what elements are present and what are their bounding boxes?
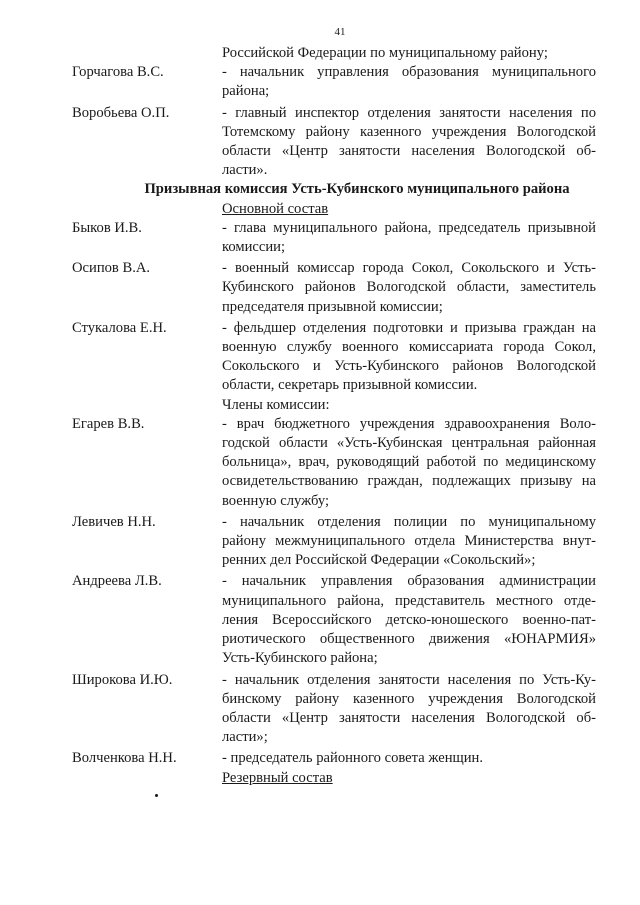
person-role: - начальник отделения занятости населения по Усть-Кубинскому району казенного учреждения Вологодской области «Центр занятости населения Вологодской области»; (222, 671, 596, 746)
person-name: Широкова И.Ю. (72, 671, 173, 688)
main-staff-title: Основной состав (222, 200, 329, 217)
person-role: - главный инспектор отделения занятости населения по Тотемскому району казенного учреждения Вологодской области «Центр занятости населения Вологодской области». (222, 104, 596, 179)
list-item (72, 572, 612, 668)
intro-continuation: Российской Федерации по муниципальному району; (222, 45, 548, 61)
person-name: Волченкова Н.Н. (72, 750, 177, 767)
person-name: Стукалова Е.Н. (72, 319, 167, 336)
person-role: - фельдшер отделения подготовки и призыва граждан на военную службу военного комиссариата города Сокол, Сокольского и Усть-Кубинского районов Вологодской области, секретарь призывной комиссии. (222, 319, 596, 394)
document-content (72, 44, 612, 788)
list-item (72, 104, 612, 181)
list-item (72, 749, 612, 768)
list-item (72, 671, 612, 748)
person-name: Быков И.В. (72, 219, 142, 236)
person-name: Левичев Н.Н. (72, 513, 156, 530)
list-item (72, 63, 612, 101)
person-role: - глава муниципального района, председатель призывной комиссии; (222, 219, 596, 256)
scan-speck (155, 794, 158, 797)
list-item (72, 319, 612, 396)
reserve-staff-title: Резервный состав (222, 769, 333, 786)
list-item (72, 415, 612, 511)
person-name: Горчагова В.С. (72, 64, 164, 81)
list-item (72, 219, 612, 257)
person-role: - военный комиссар города Сокол, Сокольского и Усть-Кубинского районов Вологодской области, заместитель председателя призывной комиссии; (222, 260, 596, 315)
commission-title: Призывная комиссия Усть-Кубинского муниципального района (144, 181, 570, 198)
person-name: Осипов В.А. (72, 260, 151, 277)
members-title: Члены комиссии: (222, 396, 330, 413)
person-name: Воробьева О.П. (72, 104, 170, 121)
person-role: - председатель районного совета женщин. (222, 750, 484, 767)
person-role: - врач бюджетного учреждения здравоохранения Вологодской области «Усть-Кубинская центральная районная больница», врач, руководящий работой по медицинскому освидетельствованию граждан, подлежащих призыву на военную службу; (222, 415, 596, 509)
person-role: - начальник управления образования администрации муниципального района, представитель местного отделения Всероссийского детско-юношеского военно-патриотического общественного движения «ЮНАРМИЯ» Усть-Кубинского района; (222, 573, 596, 667)
list-item (72, 513, 612, 571)
list-item (72, 259, 612, 317)
person-role: - начальник отделения полиции по муниципальному району межмуниципального отдела Министерства внутренних дел Российской Федерации «Сокольский»; (222, 513, 596, 569)
person-role: - начальник управления образования муниципального района; (222, 64, 596, 100)
page-number: 41 (334, 26, 346, 38)
person-name: Егарев В.В. (72, 415, 145, 432)
person-name: Андреева Л.В. (72, 573, 162, 590)
